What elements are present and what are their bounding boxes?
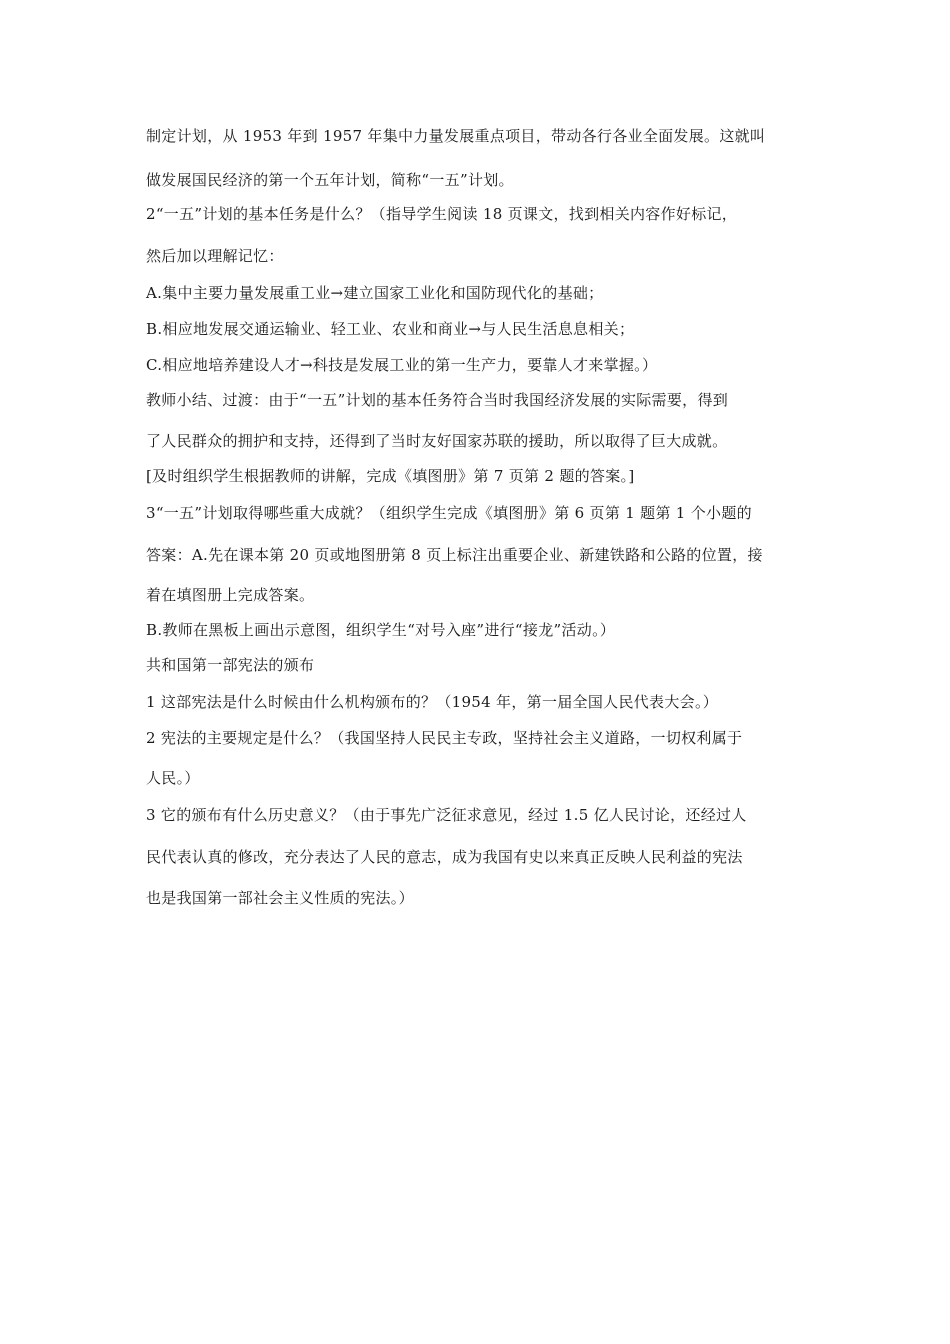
- text-line: B.教师在黑板上画出示意图，组织学生“对号入座”进行“接龙”活动。）: [146, 621, 616, 639]
- text-line: 做发展国民经济的第一个五年计划，简称“一五”计划。: [146, 171, 514, 189]
- text-line: 了人民群众的拥护和支持，还得到了当时友好国家苏联的援助，所以取得了巨大成就。: [146, 432, 728, 450]
- text-line: 也是我国第一部社会主义性质的宪法。）: [146, 889, 414, 907]
- text-line: 人民。）: [146, 769, 200, 787]
- text-line: [及时组织学生根据教师的讲解，完成《填图册》第 7 页第 2 题的答案。]: [146, 467, 635, 485]
- text-line: 答案：A.先在课本第 20 页或地图册第 8 页上标注出重要企业、新建铁路和公路的位置，接: [146, 546, 763, 564]
- text-line: 2“一五”计划的基本任务是什么？（指导学生阅读 18 页课文，找到相关内容作好标记，: [146, 205, 738, 223]
- text-line: 然后加以理解记忆：: [146, 247, 284, 265]
- text-line: 2 宪法的主要规定是什么？（我国坚持人民民主专政，坚持社会主义道路，一切权利属于: [146, 729, 743, 747]
- text-line: 民代表认真的修改，充分表达了人民的意志，成为我国有史以来真正反映人民利益的宪法: [146, 848, 743, 866]
- text-line: 3 它的颁布有什么历史意义？（由于事先广泛征求意见，经过 1.5 亿人民讨论，还经过人: [146, 806, 747, 824]
- text-line: 教师小结、过渡：由于“一五”计划的基本任务符合当时我国经济发展的实际需要，得到: [146, 391, 729, 409]
- text-line: 3“一五”计划取得哪些重大成就？（组织学生完成《填图册》第 6 页第 1 题第 1 个小题的: [146, 504, 752, 522]
- text-line: 制定计划，从 1953 年到 1957 年集中力量发展重点项目，带动各行各业全面发展。这就叫: [146, 127, 766, 145]
- text-line: 1 这部宪法是什么时候由什么机构颁布的？（1954 年，第一届全国人民代表大会。）: [146, 693, 719, 711]
- section-heading: 共和国第一部宪法的颁布: [146, 656, 315, 674]
- text-line: C.相应地培养建设人才→科技是发展工业的第一生产力，要靠人才来掌握。）: [146, 356, 658, 374]
- text-line: A.集中主要力量发展重工业→建立国家工业化和国防现代化的基础；: [146, 284, 604, 302]
- text-line: 着在填图册上完成答案。: [146, 586, 315, 604]
- text-line: B.相应地发展交通运输业、轻工业、农业和商业→与人民生活息息相关；: [146, 320, 635, 338]
